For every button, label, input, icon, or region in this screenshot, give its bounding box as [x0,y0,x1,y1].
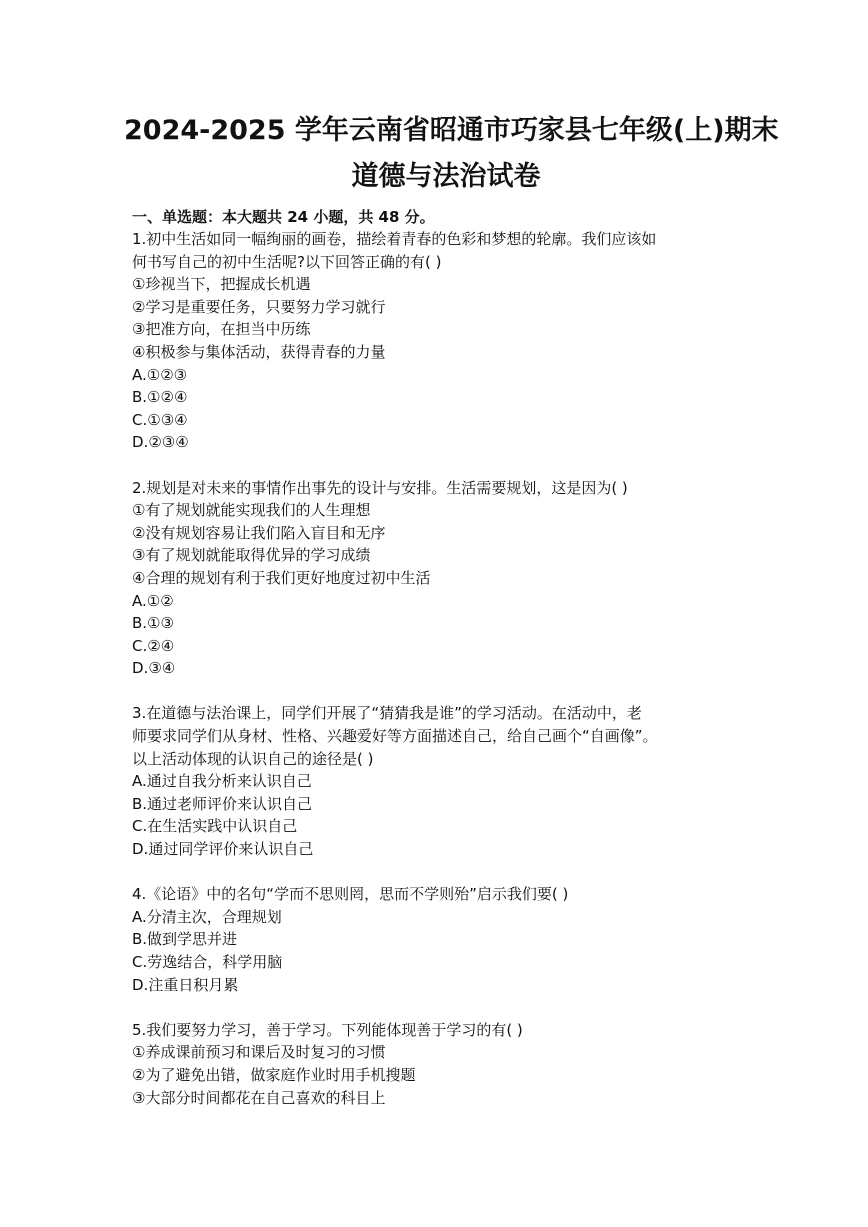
question-5 [132,1019,768,1109]
question-1 [132,228,768,454]
statement-item: ③有了规划就能取得优异的学习成绩 [132,546,371,565]
answer-option: A.分清主次，合理规划 [132,907,282,926]
question-stem-line: 4.《论语》中的名句“学而不思则罔，思而不学则殆”启示我们要( ) [132,885,569,904]
answer-option: B.①②④ [132,388,188,407]
statement-item: ④积极参与集体活动，获得青春的力量 [132,342,386,361]
section-heading: 一、单选题：本大题共 24 小题，共 48 分。 [132,208,435,226]
title-line-1: 2024-2025 学年云南省昭通市巧家县七年级(上)期末 [124,115,779,146]
question-stem-line: 3.在道德与法治课上，同学们开展了“猜猜我是谁”的学习活动。在活动中，老 [132,704,642,723]
answer-option: A.通过自我分析来认识自己 [132,772,312,791]
question-spacer [132,996,768,1019]
answer-option: A.①② [132,591,174,610]
answer-option: B.通过老师评价来认识自己 [132,794,313,813]
answer-option: C.劳逸结合，科学用脑 [132,953,283,971]
statement-item: ①有了规划就能实现我们的人生理想 [132,501,371,520]
question-2 [132,477,768,680]
question-stem-line: 2.规划是对未来的事情作出事先的设计与安排。生活需要规划，这是因为( ) [132,478,628,497]
statement-item: ④合理的规划有利于我们更好地度过初中生活 [132,568,431,587]
statement-item: ②学习是重要任务，只要努力学习就行 [132,297,386,316]
statement-item: ③大部分时间都花在自己喜欢的科目上 [132,1088,386,1107]
statement-item: ③把准方向，在担当中历练 [132,320,311,339]
question-stem-line: 以上活动体现的认识自己的途径是( ) [132,749,374,768]
answer-option: B.①③ [132,614,174,633]
answer-option: C.①③④ [132,410,188,429]
answer-option: B.做到学思并进 [132,930,238,949]
answer-option: D.通过同学评价来认识自己 [132,840,314,859]
page-title [124,108,779,200]
answer-option: C.在生活实践中认识自己 [132,817,298,836]
question-stem-line: 师要求同学们从身材、性格、兴趣爱好等方面描述自己，给自己画个“自画像”。 [132,727,658,746]
answer-option: A.①②③ [132,365,188,384]
question-3 [132,702,768,860]
answer-option: C.②④ [132,636,175,655]
question-spacer [132,680,768,703]
question-stem-line: 5.我们要努力学习，善于学习。下列能体现善于学习的有( ) [132,1020,523,1039]
question-4 [132,883,768,996]
answer-option: D.③④ [132,659,176,678]
answer-option: D.注重日积月累 [132,975,239,994]
statement-item: ①养成课前预习和课后及时复习的习惯 [132,1043,386,1062]
title-line-2: 道德与法治试卷 [351,161,541,192]
statement-item: ②没有规划容易让我们陷入盲目和无序 [132,523,386,542]
question-spacer [132,454,768,477]
question-stem-line: 1.初中生活如同一幅绚丽的画卷，描绘着青春的色彩和梦想的轮廓。我们应该如 [132,230,657,248]
statement-item: ②为了避免出错，做家庭作业时用手机搜题 [132,1065,416,1084]
question-spacer [132,861,768,884]
statement-item: ①珍视当下，把握成长机遇 [132,275,311,294]
answer-option: D.②③④ [132,433,189,452]
question-stem-line: 何书写自己的初中生活呢?以下回答正确的有( ) [132,252,442,271]
